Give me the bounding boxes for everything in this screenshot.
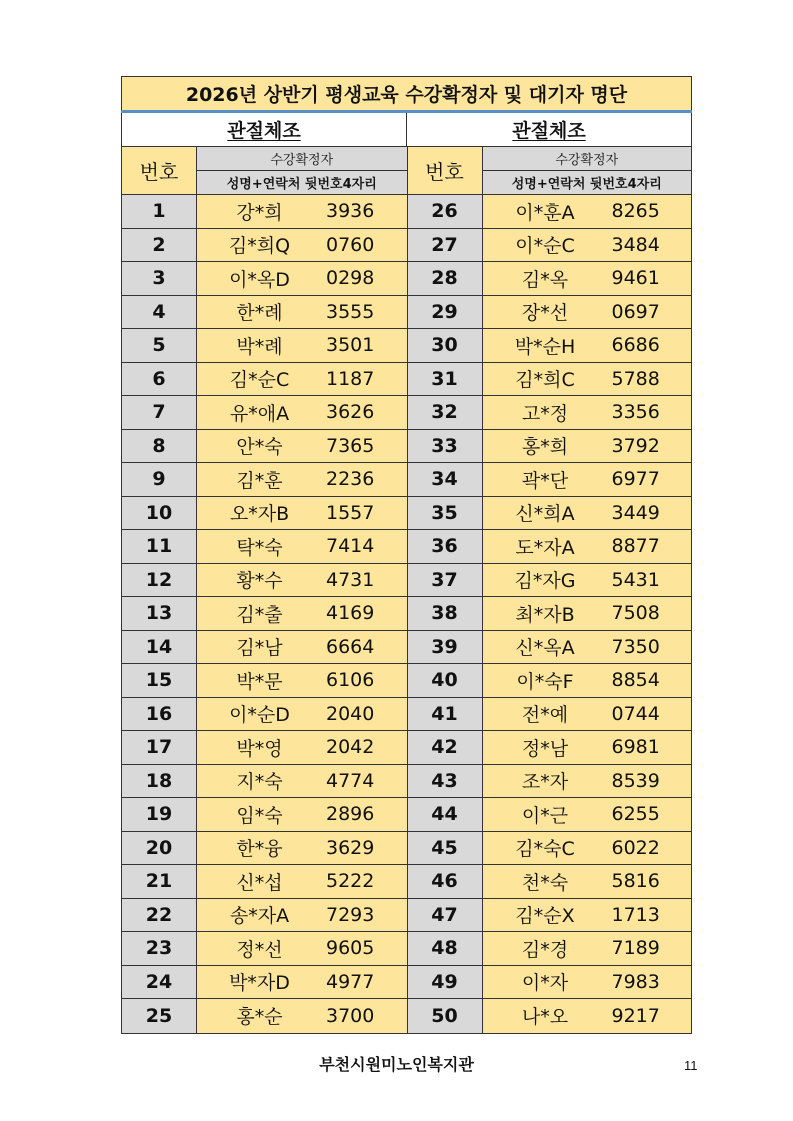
person-name: 이*옥D [229,268,290,291]
row-entry [483,463,692,496]
person-name: 고*정 [521,402,569,425]
row-entry [483,765,692,798]
row-entry [483,396,692,429]
row-entry [197,262,407,295]
table-row [122,329,407,363]
phone-last4: 7293 [326,903,375,926]
rows-left [122,195,407,1033]
table-row [122,664,407,698]
row-number: 25 [122,999,197,1033]
row-number: 12 [122,564,197,597]
phone-last4: 3626 [326,401,375,424]
phone-last4: 5431 [611,568,660,591]
row-number: 45 [408,832,483,865]
table-row [122,296,407,330]
header-number: 번호 [408,147,483,194]
phone-last4: 4169 [326,602,375,625]
phone-last4: 7983 [611,970,660,993]
phone-last4: 3484 [611,233,660,256]
row-number: 22 [122,899,197,932]
person-name: 김*경 [521,938,569,961]
row-entry [197,396,407,429]
table-row [122,430,407,464]
row-entry [483,966,692,999]
person-name: 김*남 [236,637,283,660]
table-row [122,564,407,598]
table-row [122,966,407,1000]
phone-last4: 9461 [611,267,660,290]
phone-last4: 7365 [326,434,375,457]
table-row [408,497,692,531]
row-number: 24 [122,966,197,999]
phone-last4: 3700 [326,1004,375,1027]
row-number: 44 [408,798,483,831]
row-number: 37 [408,564,483,597]
table-row [122,597,407,631]
row-number: 11 [122,530,197,563]
row-entry [197,798,407,831]
row-number: 43 [408,765,483,798]
person-name: 박*영 [236,737,283,760]
person-name: 김*옥 [521,268,569,291]
person-name: 천*숙 [521,871,569,894]
table-row [408,865,692,899]
person-name: 탁*숙 [236,536,283,559]
person-name: 이*숙F [516,670,574,693]
table-row [122,731,407,765]
person-name: 김*희Q [228,235,291,258]
phone-last4: 2896 [326,803,375,826]
table-row [122,765,407,799]
row-entry [483,564,692,597]
row-number: 41 [408,698,483,731]
row-entry [197,765,407,798]
person-name: 이*근 [521,804,569,827]
row-entry [483,664,692,697]
person-name: 이*순D [229,704,290,727]
person-name: 오*자B [229,503,290,526]
table-row [408,229,692,263]
phone-last4: 1187 [326,367,375,390]
row-entry [483,329,692,362]
person-name: 신*옥A [515,637,575,660]
row-entry [483,865,692,898]
person-name: 도*자A [515,536,575,559]
table-row [122,195,407,229]
phone-last4: 8854 [611,669,660,692]
phone-last4: 7189 [611,937,660,960]
person-name: 송*자A [229,905,290,928]
table-row [122,396,407,430]
person-name: 김*자G [514,570,576,593]
phone-last4: 3792 [611,434,660,457]
person-name: 김*순C [229,369,290,392]
row-number: 29 [408,296,483,329]
person-name: 김*숙C [515,838,575,861]
phone-last4: 3936 [326,200,375,223]
phone-last4: 3555 [326,300,375,323]
person-name: 박*문 [236,670,283,693]
table-row [408,966,692,1000]
phone-last4: 2040 [326,702,375,725]
phone-last4: 2042 [326,736,375,759]
row-number: 21 [122,865,197,898]
row-number: 40 [408,664,483,697]
table-row [408,296,692,330]
header-detail: 성명+연락처 뒷번호4자리 [483,171,692,194]
person-name: 장*선 [521,302,569,325]
table-row [122,463,407,497]
phone-last4: 1713 [611,903,660,926]
rows-right [408,195,692,1033]
row-entry [483,195,692,228]
row-number: 46 [408,865,483,898]
phone-last4: 4977 [326,970,375,993]
phone-last4: 1557 [326,501,375,524]
row-number: 38 [408,597,483,630]
row-number: 48 [408,932,483,965]
person-name: 신*희A [515,503,575,526]
row-number: 30 [408,329,483,362]
row-entry [197,329,407,362]
phone-last4: 6981 [611,736,660,759]
person-name: 임*숙 [236,804,283,827]
person-name: 박*순H [514,335,576,358]
row-number: 50 [408,999,483,1033]
row-entry [197,631,407,664]
row-number: 15 [122,664,197,697]
table-row [408,631,692,665]
phone-last4: 3629 [326,836,375,859]
phone-last4: 8265 [611,200,660,223]
row-number: 18 [122,765,197,798]
table-row [122,530,407,564]
row-entry [483,530,692,563]
row-number: 32 [408,396,483,429]
person-name: 이*훈A [515,201,575,224]
table-row [408,430,692,464]
phone-last4: 0760 [326,233,375,256]
row-entry [197,999,407,1033]
row-number: 1 [122,195,197,228]
row-entry [483,296,692,329]
section-title-left: 관절체조 [122,113,406,146]
table-row [408,363,692,397]
row-number: 47 [408,899,483,932]
person-name: 박*례 [236,335,283,358]
table-row [408,765,692,799]
row-entry [483,430,692,463]
row-entry [483,832,692,865]
phone-last4: 8877 [611,535,660,558]
row-number: 14 [122,631,197,664]
row-number: 36 [408,530,483,563]
row-number: 20 [122,832,197,865]
phone-last4: 9605 [326,937,375,960]
header-group: 수강확정자 [197,147,407,171]
phone-last4: 3356 [611,401,660,424]
row-entry [197,865,407,898]
person-name: 김*훈 [236,469,283,492]
person-name: 지*숙 [236,771,283,794]
row-entry [197,966,407,999]
person-name: 이*자 [521,972,569,995]
table-row [408,329,692,363]
row-number: 35 [408,497,483,530]
row-entry [483,731,692,764]
row-entry [483,229,692,262]
table-row [408,899,692,933]
table-row [408,698,692,732]
row-entry [197,463,407,496]
row-number: 17 [122,731,197,764]
row-entry [197,195,407,228]
row-number: 7 [122,396,197,429]
row-entry [197,731,407,764]
row-number: 26 [408,195,483,228]
left-half [122,147,407,1033]
phone-last4: 0744 [611,702,660,725]
table-row [122,899,407,933]
row-entry [197,698,407,731]
row-entry [197,899,407,932]
row-entry [197,832,407,865]
person-name: 유*애A [229,402,290,425]
row-number: 34 [408,463,483,496]
phone-last4: 4774 [326,769,375,792]
person-name: 정*남 [521,737,569,760]
row-number: 27 [408,229,483,262]
table-body [121,146,692,1034]
phone-last4: 7508 [611,602,660,625]
phone-last4: 5788 [611,367,660,390]
table-row [122,865,407,899]
row-number: 9 [122,463,197,496]
header-detail: 성명+연락처 뒷번호4자리 [197,171,407,194]
person-name: 정*선 [236,938,283,961]
table-row [122,229,407,263]
row-number: 42 [408,731,483,764]
column-header [408,147,692,195]
table-row [408,530,692,564]
row-number: 4 [122,296,197,329]
row-number: 28 [408,262,483,295]
table-row [408,564,692,598]
person-name: 김*출 [236,603,283,626]
row-number: 31 [408,363,483,396]
row-number: 33 [408,430,483,463]
row-entry [197,363,407,396]
person-name: 홍*희 [521,436,569,459]
header-number: 번호 [122,147,197,194]
row-entry [197,664,407,697]
phone-last4: 6255 [611,803,660,826]
table-row [408,664,692,698]
phone-last4: 7414 [326,535,375,558]
table-row [122,497,407,531]
phone-last4: 9217 [611,1004,660,1027]
row-entry [483,363,692,396]
row-entry [197,530,407,563]
table-row [408,798,692,832]
phone-last4: 2236 [326,468,375,491]
row-entry [483,631,692,664]
phone-last4: 8539 [611,769,660,792]
table-row [122,363,407,397]
row-entry [483,999,692,1033]
person-name: 안*숙 [236,436,283,459]
person-name: 신*섭 [236,871,283,894]
row-number: 6 [122,363,197,396]
table-row [408,396,692,430]
page-number: 11 [684,1058,698,1073]
table-row [122,999,407,1033]
organization-name: 부천시원미노인복지관 [319,1055,474,1074]
person-name: 조*자 [521,771,569,794]
row-entry [483,597,692,630]
table-row [408,999,692,1033]
right-half [407,147,692,1033]
column-header [122,147,407,195]
table-row [122,798,407,832]
row-number: 13 [122,597,197,630]
row-entry [197,597,407,630]
phone-last4: 0697 [611,300,660,323]
table-row [408,932,692,966]
row-number: 10 [122,497,197,530]
table-row [408,731,692,765]
phone-last4: 0298 [326,267,375,290]
table-row [122,832,407,866]
row-entry [197,296,407,329]
phone-last4: 6977 [611,468,660,491]
row-entry [483,497,692,530]
row-number: 3 [122,262,197,295]
section-title-right: 관절체조 [406,113,691,146]
phone-last4: 5222 [326,870,375,893]
table-row [122,631,407,665]
person-name: 강*희 [236,201,283,224]
person-name: 이*순C [515,235,575,258]
table-row [408,463,692,497]
table-row [122,932,407,966]
person-name: 박*자D [229,972,290,995]
phone-last4: 6106 [326,669,375,692]
person-name: 황*수 [236,570,283,593]
table-row [408,195,692,229]
roster-table [121,76,692,1034]
person-name: 나*오 [521,1006,569,1029]
row-entry [483,798,692,831]
table-row [408,262,692,296]
row-entry [483,698,692,731]
phone-last4: 6686 [611,334,660,357]
row-entry [483,932,692,965]
row-entry [197,932,407,965]
table-row [122,698,407,732]
person-name: 김*희C [515,369,575,392]
person-name: 홍*순 [236,1006,283,1029]
person-name: 한*융 [236,838,283,861]
table-row [408,597,692,631]
person-name: 전*예 [521,704,569,727]
row-number: 16 [122,698,197,731]
row-entry [197,229,407,262]
document-title: 2026년 상반기 평생교육 수강확정자 및 대기자 명단 [121,76,692,110]
row-number: 39 [408,631,483,664]
phone-last4: 3449 [611,501,660,524]
row-entry [197,564,407,597]
header-group: 수강확정자 [483,147,692,171]
phone-last4: 4731 [326,568,375,591]
person-name: 최*자B [515,603,575,626]
row-number: 19 [122,798,197,831]
person-name: 한*례 [236,302,283,325]
phone-last4: 7350 [611,635,660,658]
section-row [121,113,692,146]
person-name: 곽*단 [521,469,569,492]
phone-last4: 5816 [611,870,660,893]
row-entry [197,497,407,530]
phone-last4: 6664 [326,635,375,658]
row-entry [483,262,692,295]
row-number: 2 [122,229,197,262]
table-row [408,832,692,866]
row-number: 8 [122,430,197,463]
row-number: 23 [122,932,197,965]
row-entry [483,899,692,932]
table-row [122,262,407,296]
phone-last4: 3501 [326,334,375,357]
row-entry [197,430,407,463]
person-name: 김*순X [515,905,575,928]
row-number: 5 [122,329,197,362]
row-number: 49 [408,966,483,999]
phone-last4: 6022 [611,836,660,859]
